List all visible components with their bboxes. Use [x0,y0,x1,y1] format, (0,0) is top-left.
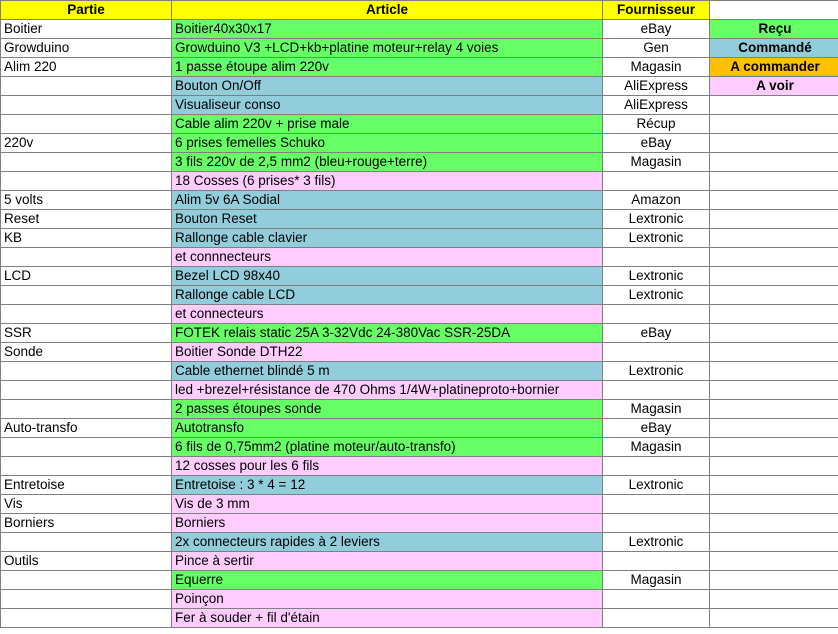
legend-commande[interactable]: Commandé [710,39,838,58]
cell-empty[interactable] [710,552,838,571]
table-row [1,134,838,153]
cell-partie[interactable]: Alim 220 [1,58,172,77]
cell-empty[interactable] [710,134,838,153]
cell-fournisseur[interactable]: Lextronic [603,476,710,495]
table-row [1,476,838,495]
cell-empty[interactable] [710,305,838,324]
table-row [1,210,838,229]
cell-partie[interactable]: Sonde [1,343,172,362]
cell-empty[interactable] [710,248,838,267]
table-row [1,286,838,305]
cell-partie[interactable]: KB [1,229,172,248]
cell-article[interactable]: Poinçon [172,590,603,609]
cell-empty[interactable] [710,590,838,609]
cell-article[interactable]: Boitier Sonde DTH22 [172,343,603,362]
cell-empty[interactable] [710,115,838,134]
header-partie[interactable]: Partie [1,1,172,20]
table-row [1,419,838,438]
cell-fournisseur[interactable]: Gen [603,39,710,58]
cell-article[interactable]: Cable alim 220v + prise male [172,115,603,134]
cell-partie[interactable] [1,533,172,552]
cell-article[interactable]: Cable ethernet blindé 5 m [172,362,603,381]
cell-article[interactable]: Equerre [172,571,603,590]
cell-article[interactable]: Autotransfo [172,419,603,438]
cell-fournisseur[interactable]: Lextronic [603,533,710,552]
table-row [1,324,838,343]
cell-partie[interactable]: 220v [1,134,172,153]
cell-empty[interactable] [710,457,838,476]
sheet-body [1,20,838,628]
cell-fournisseur[interactable] [603,343,710,362]
table-row [1,533,838,552]
cell-article[interactable]: 18 Cosses (6 prises* 3 fils) [172,172,603,191]
cell-partie[interactable] [1,153,172,172]
cell-fournisseur[interactable] [603,609,710,628]
cell-empty[interactable] [710,191,838,210]
cell-fournisseur[interactable]: Magasin [603,400,710,419]
cell-empty[interactable] [710,609,838,628]
table-row [1,77,838,96]
cell-article[interactable]: et connecteurs [172,305,603,324]
cell-empty[interactable] [710,419,838,438]
cell-empty[interactable] [710,476,838,495]
cell-partie[interactable] [1,400,172,419]
header-row [1,1,838,20]
table-row [1,305,838,324]
table-row [1,267,838,286]
cell-article[interactable]: FOTEK relais static 25A 3-32Vdc 24-380Vac SSR-25DA [172,324,603,343]
cell-empty[interactable] [710,153,838,172]
cell-fournisseur[interactable]: Lextronic [603,229,710,248]
cell-article[interactable]: 6 prises femelles Schuko [172,134,603,153]
cell-fournisseur[interactable]: Magasin [603,571,710,590]
header-legend[interactable] [710,1,838,20]
cell-article[interactable]: Boitier40x30x17 [172,20,603,39]
cell-partie[interactable] [1,457,172,476]
cell-article[interactable]: Pince à sertir [172,552,603,571]
cell-fournisseur[interactable]: AliExpress [603,96,710,115]
table-row [1,229,838,248]
cell-article[interactable]: Entretoise : 3 * 4 = 12 [172,476,603,495]
table-row [1,248,838,267]
cell-article[interactable]: led +brezel+résistance de 470 Ohms 1/4W+platineproto+bornier [172,381,603,400]
cell-fournisseur[interactable] [603,495,710,514]
cell-empty[interactable] [710,400,838,419]
cell-fournisseur[interactable] [603,305,710,324]
table-row [1,495,838,514]
cell-fournisseur[interactable]: Magasin [603,153,710,172]
cell-partie[interactable] [1,115,172,134]
cell-article[interactable]: 12 cosses pour les 6 fils [172,457,603,476]
cell-article[interactable]: 1 passe étoupe alim 220v [172,58,603,77]
cell-partie[interactable] [1,438,172,457]
cell-empty[interactable] [710,438,838,457]
cell-fournisseur[interactable]: eBay [603,419,710,438]
cell-partie[interactable]: Outils [1,552,172,571]
cell-fournisseur[interactable] [603,590,710,609]
header-article[interactable]: Article [172,1,603,20]
cell-fournisseur[interactable] [603,381,710,400]
table-row [1,58,838,77]
cell-empty[interactable] [710,286,838,305]
table-row [1,609,838,628]
cell-article[interactable]: Rallonge cable LCD [172,286,603,305]
cell-fournisseur[interactable] [603,514,710,533]
cell-article[interactable]: Fer à souder + fil d'étain [172,609,603,628]
cell-article[interactable]: Growduino V3 +LCD+kb+platine moteur+relay 4 voies [172,39,603,58]
cell-empty[interactable] [710,229,838,248]
cell-article[interactable]: Alim 5v 6A Sodial [172,191,603,210]
cell-article[interactable]: Vis de 3 mm [172,495,603,514]
cell-fournisseur[interactable]: AliExpress [603,77,710,96]
cell-partie[interactable] [1,286,172,305]
cell-partie[interactable] [1,571,172,590]
cell-partie[interactable] [1,590,172,609]
table-row [1,571,838,590]
cell-empty[interactable] [710,533,838,552]
cell-fournisseur[interactable]: eBay [603,324,710,343]
cell-article[interactable]: 2x connecteurs rapides à 2 leviers [172,533,603,552]
table-row [1,115,838,134]
cell-partie[interactable]: 5 volts [1,191,172,210]
table-row [1,20,838,39]
cell-fournisseur[interactable]: Lextronic [603,286,710,305]
cell-article[interactable]: et connnecteurs [172,248,603,267]
cell-empty[interactable] [710,514,838,533]
cell-fournisseur[interactable] [603,248,710,267]
cell-empty[interactable] [710,96,838,115]
cell-partie[interactable] [1,96,172,115]
cell-article[interactable]: Rallonge cable clavier [172,229,603,248]
cell-partie[interactable] [1,172,172,191]
cell-fournisseur[interactable]: Lextronic [603,362,710,381]
cell-partie[interactable] [1,305,172,324]
cell-empty[interactable] [710,324,838,343]
table-row [1,400,838,419]
table-row [1,343,838,362]
cell-empty[interactable] [710,343,838,362]
cell-fournisseur[interactable]: Magasin [603,438,710,457]
cell-article[interactable]: Visualiseur conso [172,96,603,115]
cell-fournisseur[interactable]: Récup [603,115,710,134]
table-row [1,191,838,210]
header-fournisseur[interactable]: Fournisseur [603,1,710,20]
cell-partie[interactable]: Entretoise [1,476,172,495]
cell-fournisseur[interactable]: Lextronic [603,210,710,229]
cell-article[interactable]: 6 fils de 0,75mm2 (platine moteur/auto-transfo) [172,438,603,457]
cell-article[interactable]: 3 fils 220v de 2,5 mm2 (bleu+rouge+terre) [172,153,603,172]
cell-partie[interactable]: LCD [1,267,172,286]
cell-article[interactable]: Bouton On/Off [172,77,603,96]
cell-partie[interactable]: Borniers [1,514,172,533]
cell-article[interactable]: Bouton Reset [172,210,603,229]
cell-empty[interactable] [710,571,838,590]
cell-partie[interactable]: Growduino [1,39,172,58]
cell-article[interactable]: Bezel LCD 98x40 [172,267,603,286]
cell-fournisseur[interactable]: Amazon [603,191,710,210]
table-row [1,39,838,58]
table-row [1,438,838,457]
cell-fournisseur[interactable]: eBay [603,134,710,153]
cell-empty[interactable] [710,172,838,191]
table-row [1,172,838,191]
legend-avoir[interactable]: A voir [710,77,838,96]
cell-fournisseur[interactable]: Magasin [603,58,710,77]
cell-partie[interactable]: Auto-transfo [1,419,172,438]
table-row [1,362,838,381]
legend-acommander[interactable]: A commander [710,58,838,77]
cell-fournisseur[interactable] [603,457,710,476]
cell-empty[interactable] [710,381,838,400]
cell-fournisseur[interactable] [603,172,710,191]
cell-fournisseur[interactable]: eBay [603,20,710,39]
legend-recu[interactable]: Reçu [710,20,838,39]
cell-partie[interactable]: Reset [1,210,172,229]
cell-partie[interactable] [1,77,172,96]
cell-empty[interactable] [710,495,838,514]
cell-empty[interactable] [710,267,838,286]
cell-partie[interactable] [1,609,172,628]
table-row [1,552,838,571]
cell-partie[interactable]: SSR [1,324,172,343]
cell-empty[interactable] [710,362,838,381]
cell-partie[interactable]: Boitier [1,20,172,39]
cell-partie[interactable] [1,381,172,400]
table-row [1,590,838,609]
cell-article[interactable]: 2 passes étoupes sonde [172,400,603,419]
table-row [1,457,838,476]
table-row [1,96,838,115]
table-row [1,153,838,172]
cell-article[interactable]: Borniers [172,514,603,533]
cell-fournisseur[interactable]: Lextronic [603,267,710,286]
cell-partie[interactable] [1,362,172,381]
cell-empty[interactable] [710,210,838,229]
cell-partie[interactable] [1,248,172,267]
table-row [1,514,838,533]
cell-fournisseur[interactable] [603,552,710,571]
cell-partie[interactable]: Vis [1,495,172,514]
table-row [1,381,838,400]
